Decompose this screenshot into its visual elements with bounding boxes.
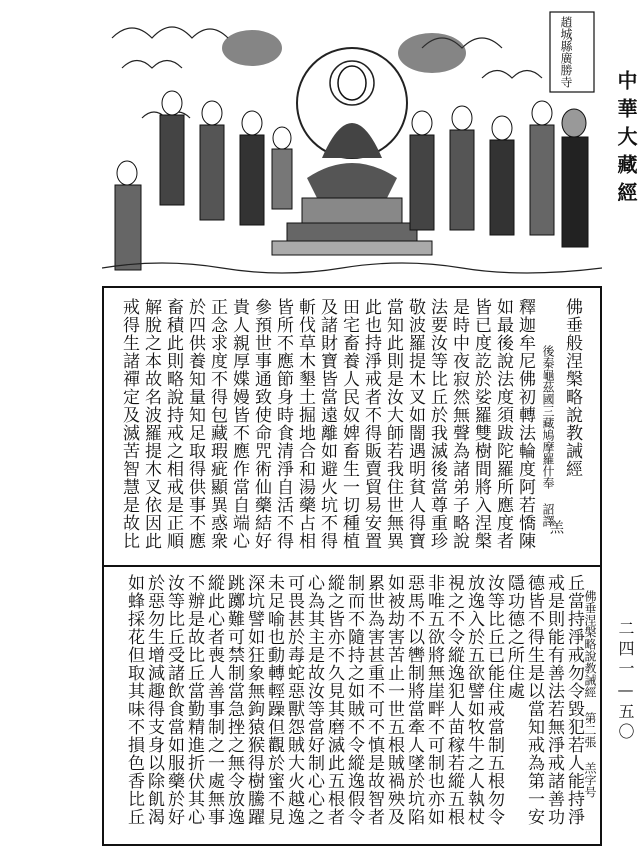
text-column: 心為其主是故汝等當好制心心之 xyxy=(304,574,324,826)
text-column: 未足喻也動轉輕躁但觀於蜜不見 xyxy=(264,574,284,826)
text-column: 及諸財寶皆當遠離如避火坑不得 xyxy=(317,298,337,550)
text-column: 當知此則是汝大師若我住世無異 xyxy=(383,298,403,550)
frontispiece-illustration xyxy=(102,8,602,288)
text-column: 不辦是故比丘當勤精進折伏其心 xyxy=(184,574,204,826)
text-column: 累世為害甚重不可不慎是故智者 xyxy=(364,574,384,826)
text-column: 視之不令縱逸犯人苗稼若縱五根 xyxy=(444,574,464,826)
text-column: 隱功德之所住處 xyxy=(504,574,524,700)
text-column: 深坑譬如狂象無鉤猿猴得樹騰躍 xyxy=(244,574,264,826)
text-column: 汝等比丘受諸飲食當如服藥於好 xyxy=(164,574,184,826)
text-column: 戒得生諸禪定及滅苦智慧是故比 xyxy=(119,298,139,550)
section-divider xyxy=(102,565,602,567)
text-column: 畜積此則略說持戒之相戒是正順 xyxy=(163,298,183,550)
text-column: 縱此心者喪人善事制之一處無事 xyxy=(204,574,224,826)
text-column: 正念求度不得包藏瑕疵顯異惑衆 xyxy=(207,298,227,550)
section-marker: 佛垂涅槃略說教誡經 第二張 羔字号 xyxy=(583,590,597,798)
sutra-title: 佛垂般涅槃略說教誡經 xyxy=(562,298,582,478)
text-column: 田宅畜養人民奴婢畜生一切種植 xyxy=(339,298,359,550)
buddha-assembly-picture xyxy=(102,8,602,288)
collection-title: 中華大藏經 xyxy=(614,70,638,210)
text-column: 放逸入於五欲譬如牧牛之人執杖 xyxy=(464,574,484,826)
text-column: 皆已度訖於娑羅雙樹間將入涅槃 xyxy=(471,298,491,550)
text-column: 汝等比丘已能住戒當制五根勿令 xyxy=(484,574,504,826)
text-column: 德皆不得生是以當知戒為第一安 xyxy=(524,574,544,826)
text-column: 於四供養知量知足取得供事不應 xyxy=(185,298,205,550)
text-column: 法要汝等比丘於我滅後當尊重珍 xyxy=(427,298,447,550)
text-column: 如蜂採花但取其味不損色香比丘 xyxy=(124,574,144,826)
text-column: 於惡勿生增減趣得支身以除飢渴 xyxy=(144,574,164,826)
text-column: 丘當持淨戒勿令毀犯若人能持淨 xyxy=(564,574,584,826)
page-number: 二四一—五〇 xyxy=(616,620,635,743)
text-column: 是時中夜寂然無聲為諸弟子略說 xyxy=(449,298,469,550)
text-column: 貴人親厚媟嫚皆不應作當自端心 xyxy=(229,298,249,550)
illustration-label-text: 趙城縣廣勝寺 xyxy=(559,16,573,88)
text-column: 如最後說法度須跋陀羅所應度者 xyxy=(493,298,513,550)
text-column: 制而不隨持之如賊不令縱逸假令 xyxy=(344,574,364,826)
text-column: 惡馬不以轡制將當牽人墜於坑陷 xyxy=(404,574,424,826)
text-column: 此也持淨戒者不得販賣貿易安置 xyxy=(361,298,381,550)
text-column: 釋迦牟尼佛初轉法輪度阿若憍陳 xyxy=(515,298,535,550)
text-column: 可畏甚於毒蛇惡獸怨賊大火越逸 xyxy=(284,574,304,826)
text-column: 參預世事通致使命咒術仙藥結好 xyxy=(251,298,271,550)
text-column: 縱之皆亦不久見其磨滅此五根者 xyxy=(324,574,344,826)
text-column: 非唯五欲將無崖畔不可制也亦如 xyxy=(424,574,444,826)
section-marker: 羔 xyxy=(548,520,564,535)
text-column: 解脫之本故名波羅提木叉依因此 xyxy=(141,298,161,550)
translator-byline: 後秦龜茲國三藏鳩摩羅什奉 詔譯 xyxy=(541,345,555,527)
text-column: 戒是則能有善法若無淨戒諸善功 xyxy=(544,574,564,826)
text-column: 跳躑難可禁制當急挫之無令放逸 xyxy=(224,574,244,826)
text-column: 斬伐草木墾土掘地合和湯藥占相 xyxy=(295,298,315,550)
text-column: 皆所不應節身時食清淨自活不得 xyxy=(273,298,293,550)
text-column: 敬波羅提木叉如闇遇明貧人得寶 xyxy=(405,298,425,550)
text-column: 如被劫害苦止一世五根賊禍殃及 xyxy=(384,574,404,826)
